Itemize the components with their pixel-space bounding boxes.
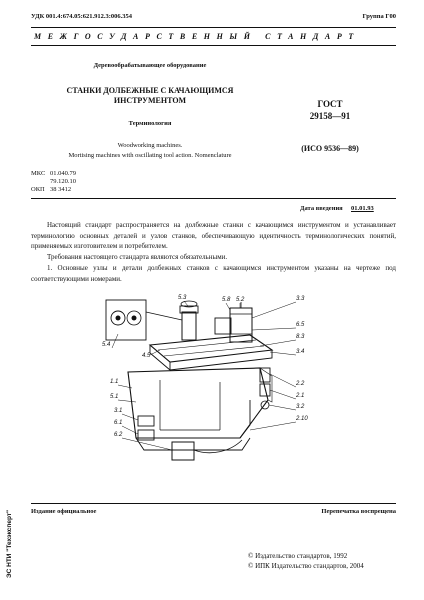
footer-rule: [31, 503, 396, 504]
label-3-3: 3.3: [296, 296, 305, 302]
gost-label: ГОСТ: [317, 99, 343, 109]
group-code: Группа Г00: [362, 13, 396, 20]
subtitle: Терминология: [128, 120, 172, 127]
official-edition: Издание официальное: [31, 508, 97, 515]
label-2-1: 2.1: [296, 393, 305, 399]
label-2-2: 2.2: [296, 381, 305, 387]
copyright-2004: © ИПК Издательство стандартов, 2004: [248, 562, 364, 570]
category: Деревообрабатывающее оборудование: [93, 62, 207, 69]
label-5-2: 5.2: [236, 297, 245, 303]
label-6-5: 6.5: [296, 322, 305, 328]
label-3-4: 3.4: [296, 349, 305, 355]
okp-label: ОКП: [31, 186, 45, 193]
label-6-2: 6.2: [114, 432, 123, 438]
label-5-3: 5.3: [178, 295, 187, 301]
udk-code: УДК 001.4:674.05:621.912.3:006.354: [31, 13, 133, 20]
paragraph-components: 1. Основные узлы и детали долбежных станков с качающимся инструментом указаны на чертеже под соответствующими номерами.: [31, 264, 396, 283]
date-label: Дата введения: [300, 205, 343, 212]
machine-table: [150, 335, 272, 370]
top-rule: [31, 27, 396, 28]
section-rule: [31, 198, 396, 199]
mks-label: МКС: [31, 170, 46, 177]
label-3-1: 3.1: [114, 408, 123, 414]
machine-drawing: [100, 290, 330, 470]
label-3-2: 3.2: [296, 404, 305, 410]
leader-lines: [112, 301, 296, 450]
machine-base: [128, 368, 272, 450]
banner-rule: [31, 45, 396, 46]
label-4-5: 4.5: [142, 353, 151, 359]
paragraph-requirements: Требования настоящего стандарта являются обязательными.: [47, 253, 228, 261]
label-5-1: 5.1: [110, 394, 119, 400]
english-title-1: Woodworking machines.: [117, 142, 183, 149]
label-5-8: 5.8: [222, 297, 231, 303]
detail-view: [106, 300, 182, 340]
label-1-1: 1.1: [110, 379, 119, 385]
copyright-1992: © Издательство стандартов, 1992: [248, 552, 348, 560]
mks-value-2: 79.120.10: [50, 178, 76, 185]
label-2-10: 2.10: [296, 416, 308, 422]
date-value: 01.01.93: [351, 205, 374, 212]
reprint-notice: Перепечатка воспрещена: [321, 508, 396, 515]
english-title-2: Mortising machines with oscillating tool action. Nomenclature: [68, 152, 232, 159]
standard-banner: МЕЖГОСУДАРСТВЕННЫЙ СТАНДАРТ: [34, 32, 360, 41]
mks-value-1: 01.040.79: [50, 170, 76, 177]
label-8-3: 8.3: [296, 334, 305, 340]
label-6-1: 6.1: [114, 420, 123, 426]
iso-number: (ИСО 9536—89): [301, 144, 359, 153]
title-line-2: ИНСТРУМЕНТОМ: [113, 96, 187, 105]
gost-number: 29158—91: [309, 111, 351, 121]
paragraph-scope: Настоящий стандарт распространяется на долбежные станки с качающимся инструментом и устанавливает терминологию основных деталей и узлов станков, обеспечивающую идентичность терминологических понятий, применяемых изготовителем и потребителем.: [31, 221, 396, 250]
okp-value: 38 3412: [50, 186, 72, 193]
label-5-4: 5.4: [102, 342, 111, 348]
title-line-1: СТАНКИ ДОЛБЕЖНЫЕ С КАЧАЮЩИМСЯ: [66, 86, 234, 95]
side-stamp: ЭС НТИ "Техэксперт": [6, 509, 13, 578]
